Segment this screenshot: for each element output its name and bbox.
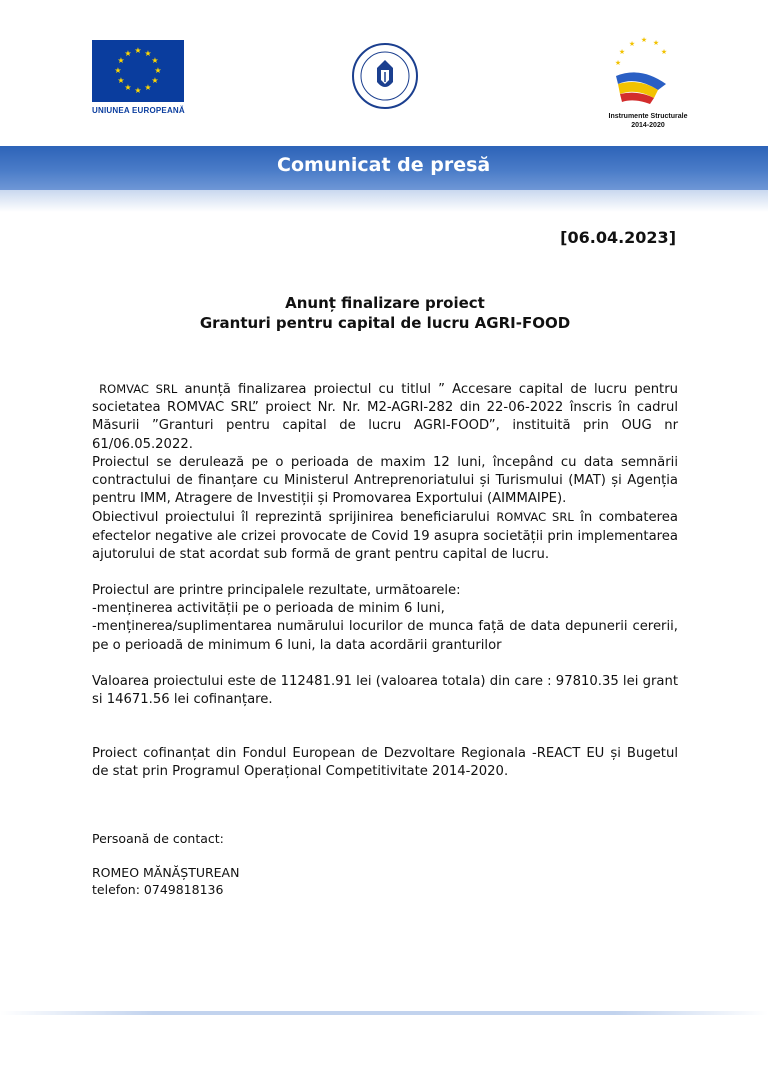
result-item: -menținerea/suplimentarea numărului locurilor de munca față de data depunerii cererii, pe o perioadă de minimum 6 luni, la data acordării granturilor: [92, 619, 678, 653]
paragraph-value: Valoarea proiectului este de 112481.91 lei (valoarea totala) din care : 97810.35 lei grant si 14671.56 lei cofinanțare.: [92, 673, 678, 708]
svg-text:★: ★: [144, 83, 152, 92]
banner-title: Comunicat de presă: [277, 154, 491, 176]
paragraph-duration: Proiectul se derulează pe o perioada de maxim 12 luni, începând cu data semnării contractului de finanțare cu Ministerul Antreprenoriatului și Turismului (MAT) și Agenția pentru IMM, Atragere de Investiții și Promovarea Exportului (AIMMAIPE).: [92, 454, 678, 507]
svg-text:★: ★: [117, 76, 125, 85]
structural-instruments-icon: [596, 36, 700, 106]
paragraph-announcement: [92, 380, 678, 454]
spacer: [92, 709, 678, 745]
banner-fade: [0, 190, 768, 212]
press-release-date: [06.04.2023]: [560, 228, 676, 247]
press-release-title: [92, 293, 678, 333]
eu-caption: UNIUNEA EUROPEANĂ: [92, 106, 185, 115]
spacer: [92, 847, 239, 864]
svg-text:★: ★: [144, 49, 152, 58]
svg-text:★: ★: [618, 48, 626, 56]
title-line-1: Anunț finalizare proiect: [285, 294, 485, 312]
results-intro: Proiectul are printre principalele rezultate, următoarele:: [92, 583, 461, 599]
objective-text-b: în combaterea efectelor negative ale crizei provocate de Covid 19 asupra societății prin implementarea ajutorului de stat acordat sub formă de grant pentru capital de lucru.: [92, 510, 678, 562]
press-release-body: [92, 380, 678, 782]
title-line-2: Granturi pentru capital de lucru AGRI-FOOD: [199, 314, 571, 332]
structural-instruments-logo: [596, 36, 700, 130]
svg-text:★: ★: [660, 48, 668, 56]
structural-instruments-caption: [596, 112, 700, 130]
svg-text:★: ★: [628, 40, 636, 48]
paragraph-objective: [92, 508, 678, 564]
contact-label: Persoană de contact:: [92, 831, 224, 846]
svg-text:★: ★: [614, 59, 622, 67]
paragraph-funding: Proiect cofinanțat din Fondul European de Dezvoltare Regionala -REACT EU și Bugetul de stat prin Programul Operațional Competitivitate 2014-2020.: [92, 746, 678, 780]
company-name: ROMVAC SRL: [496, 510, 574, 525]
is-caption-line2: 2014-2020: [631, 122, 665, 129]
footer-divider: [0, 1011, 768, 1015]
spacer: [92, 655, 678, 673]
contact-name: ROMEO MĂNĂȘTUREAN: [92, 865, 240, 880]
government-seal-icon: [351, 42, 419, 110]
eu-logo: [92, 40, 186, 115]
svg-text:★: ★: [124, 83, 132, 92]
svg-text:★: ★: [134, 86, 142, 95]
svg-text:★: ★: [151, 56, 159, 65]
company-name: ROMVAC SRL: [99, 382, 178, 396]
is-caption-line1: Instrumente Structurale: [608, 113, 688, 120]
objective-text-a: Obiectivul proiectului îl reprezintă sprijinirea beneficiarului: [92, 510, 497, 526]
svg-text:★: ★: [117, 56, 125, 65]
eu-flag-icon: [92, 40, 184, 102]
svg-text:★: ★: [151, 76, 159, 85]
svg-text:★: ★: [640, 36, 648, 44]
svg-text:★: ★: [652, 39, 660, 47]
svg-text:★: ★: [114, 66, 122, 75]
contact-block: [92, 830, 239, 898]
result-item: -menținerea activității pe o perioada de minim 6 luni,: [92, 601, 445, 617]
announcement-text: anunță finalizarea proiectul cu titlul ” Accesare capital de lucru pentru societatea ROMVAC SRL” proiect Nr. Nr. M2-AGRI-282 din 22-06-2022 înscris în cadrul Măsurii ”Granturi pentru capital de lucru AGRI-FOOD”, instituită prin OUG nr 61/06.05.2022.: [92, 382, 678, 452]
contact-phone: telefon: 0749818136: [92, 882, 224, 897]
spacer: [92, 564, 678, 582]
svg-text:★: ★: [154, 66, 162, 75]
svg-text:★: ★: [134, 46, 142, 55]
svg-text:★: ★: [124, 49, 132, 58]
